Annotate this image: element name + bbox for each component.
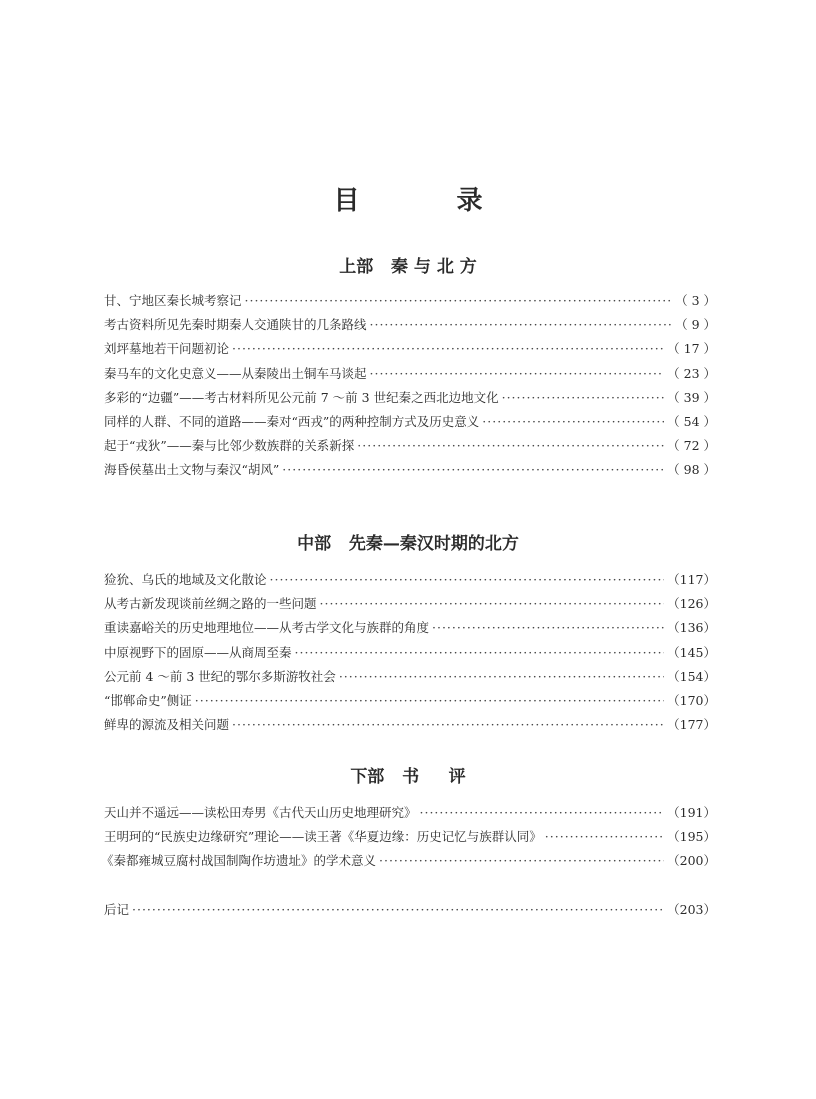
toc-entry-title: 海昏侯墓出土文物与秦汉“胡风”: [104, 462, 280, 478]
toc-entry-title: 重读嘉峪关的历史地理地位——从考古学文化与族群的角度: [104, 620, 430, 636]
toc-entry[interactable]: [104, 388, 716, 412]
toc-entry-title: 秦马车的文化史意义——从秦陵出土铜车马谈起: [104, 365, 367, 381]
toc-entry-afterword[interactable]: [104, 900, 716, 924]
leader-dots: [270, 572, 665, 587]
toc-entry-page: （145）: [667, 644, 716, 660]
toc-list-afterword: [104, 900, 716, 924]
toc-entry[interactable]: [104, 364, 716, 388]
toc-entry-page: （ 23 ）: [667, 365, 716, 381]
toc-entry[interactable]: [104, 667, 716, 691]
page-title: 目 录: [333, 186, 527, 216]
toc-entry-page: （ 9 ）: [675, 317, 716, 333]
leader-dots: [282, 462, 664, 477]
toc-entry-page: （170）: [667, 692, 716, 708]
toc-entry-title: 多彩的“边疆”——考古材料所见公元前 7 ～前 3 世纪秦之西北边地文化: [104, 389, 499, 405]
toc-list-lower: [101, 803, 716, 876]
toc-entry-page: （ 72 ）: [667, 438, 716, 454]
toc-entry-page: （203）: [667, 902, 716, 917]
leader-dots: [502, 390, 665, 405]
toc-entry[interactable]: [104, 339, 716, 363]
leader-dots: [357, 438, 664, 453]
toc-entry-title: 公元前 4 ～前 3 世纪的鄂尔多斯游牧社会: [104, 668, 336, 684]
leader-dots: [295, 645, 665, 660]
leader-dots: [420, 805, 665, 820]
toc-entry-page: （154）: [667, 668, 716, 684]
toc-entry[interactable]: [104, 594, 716, 618]
toc-entry[interactable]: [104, 715, 716, 739]
toc-entry-page: （ 98 ）: [667, 462, 716, 478]
toc-entry-title: 猃狁、乌氏的地域及文化散论: [104, 572, 267, 587]
toc-entry-title: 刘坪墓地若干问题初论: [104, 341, 230, 357]
section-heading-middle: 中部 先秦—秦汉时期的北方: [297, 534, 519, 554]
toc-entry-title: 起于“戎狄”——秦与比邻少数族群的关系新探: [104, 438, 355, 454]
toc-entry-title: 同样的人群、不同的道路——秦对“西戎”的两种控制方式及历史意义: [104, 413, 480, 429]
toc-entry-page: （ 54 ）: [667, 413, 716, 429]
leader-dots: [320, 596, 665, 611]
toc-entry-page: （136）: [667, 620, 716, 636]
toc-entry[interactable]: [104, 618, 716, 642]
leader-dots: [132, 902, 664, 917]
toc-entry-title: 中原视野下的固原——从商周至秦: [104, 644, 292, 660]
toc-entry[interactable]: [104, 570, 716, 594]
toc-entry[interactable]: [104, 460, 716, 484]
toc-entry-page: （191）: [667, 805, 716, 820]
section-heading-upper: 上部 秦 与 北 方: [339, 257, 477, 277]
toc-entry[interactable]: [101, 851, 716, 875]
toc-list-upper: [104, 291, 716, 485]
toc-list-middle: [104, 570, 716, 739]
leader-dots: [339, 669, 664, 684]
toc-entry-title: 天山并不遥远——读松田寿男《古代天山历史地理研究》: [104, 805, 417, 820]
toc-entry-title: 考古资料所见先秦时期秦人交通陕甘的几条路线: [104, 317, 367, 333]
toc-entry-title: 鲜卑的源流及相关问题: [104, 717, 230, 733]
toc-entry-title: 王明珂的“民族史边缘研究”理论——读王著《华夏边缘：历史记忆与族群认同》: [104, 829, 542, 845]
toc-entry[interactable]: [104, 827, 716, 851]
toc-entry[interactable]: [104, 291, 716, 315]
toc-entry[interactable]: [104, 436, 716, 460]
toc-entry-page: （200）: [667, 853, 716, 869]
toc-entry[interactable]: [104, 412, 716, 436]
toc-entry-page: （ 39 ）: [667, 389, 716, 405]
toc-entry-page: （ 17 ）: [667, 341, 716, 357]
leader-dots: [370, 366, 665, 381]
toc-entry-page: （177）: [667, 717, 716, 733]
leader-dots: [370, 317, 673, 332]
toc-entry-page: （117）: [667, 572, 716, 587]
toc-entry[interactable]: [104, 643, 716, 667]
toc-entry-page: （195）: [667, 829, 716, 845]
leader-dots: [245, 293, 673, 308]
leader-dots: [195, 693, 664, 708]
toc-entry-title: 后记: [104, 902, 130, 917]
leader-dots: [545, 829, 664, 844]
toc-entry[interactable]: [104, 315, 716, 339]
toc-entry-title: “邯郸命史”侧证: [104, 692, 192, 708]
toc-entry-title: 《秦都雍城豆腐村战国制陶作坊遗址》的学术意义: [101, 853, 377, 869]
toc-entry[interactable]: [104, 691, 716, 715]
section-heading-lower: 下部 书 评: [350, 767, 466, 787]
leader-dots: [232, 717, 664, 732]
leader-dots: [232, 341, 664, 356]
toc-entry-page: （ 3 ）: [675, 293, 716, 308]
leader-dots: [482, 414, 664, 429]
toc-entry-title: 甘、宁地区秦长城考察记: [104, 293, 242, 308]
toc-entry-title: 从考古新发现谈前丝绸之路的一些问题: [104, 596, 317, 612]
leader-dots: [379, 853, 664, 868]
toc-entry-page: （126）: [667, 596, 716, 612]
leader-dots: [432, 620, 664, 635]
toc-entry[interactable]: [104, 803, 716, 827]
